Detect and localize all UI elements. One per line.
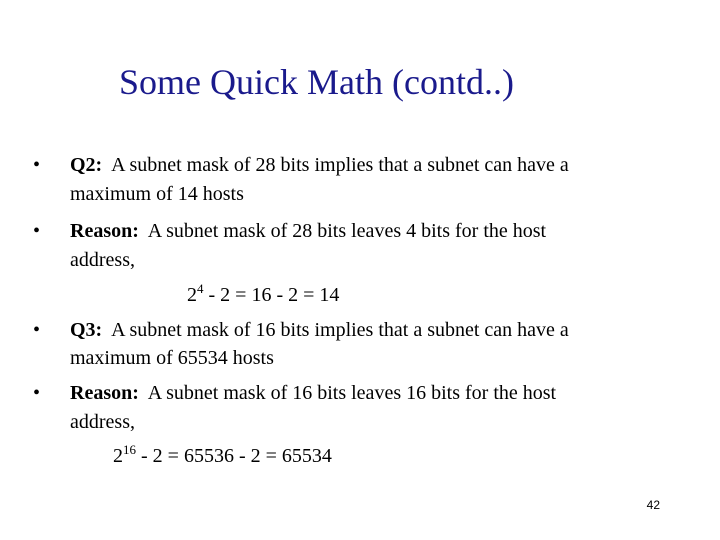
formula-rest: - 2 = 16 - 2 = 14: [203, 284, 340, 306]
bullet-reason1-text-1: A subnet mask of 28 bits leaves 4 bits for the host: [147, 220, 547, 242]
bullet-q2-line-1: [70, 153, 569, 177]
bullet-icon: •: [33, 220, 41, 242]
bullet-q3-label: Q3:: [70, 319, 103, 341]
bullet-q3-line-2: maximum of 65534 hosts: [70, 347, 274, 369]
bullet-icon: •: [33, 382, 41, 404]
bullet-reason1-label: Reason:: [70, 220, 139, 242]
formula-exponent: 4: [197, 281, 204, 296]
bullet-q2-line-2: maximum of 14 hosts: [70, 183, 244, 205]
bullet-reason1-line-2: address,: [70, 249, 135, 271]
bullet-reason2-line-1: [70, 381, 556, 405]
bullet-icon: •: [33, 154, 41, 176]
bullet-q3-text-1: A subnet mask of 16 bits implies that a subnet can have a: [111, 319, 569, 341]
bullet-reason2-line-2: address,: [70, 411, 135, 433]
formula-exponent: 16: [123, 442, 136, 457]
bullet-reason1-line-1: [70, 219, 546, 243]
bullet-q2-label: Q2:: [70, 154, 103, 176]
formula-rest: - 2 = 65536 - 2 = 65534: [136, 445, 332, 467]
formula-hosts-16: [113, 444, 332, 468]
bullet-reason2-text-1: A subnet mask of 16 bits leaves 16 bits for the host: [147, 382, 557, 404]
bullet-reason2-label: Reason:: [70, 382, 139, 404]
bullet-icon: •: [33, 319, 41, 341]
formula-base: 2: [113, 445, 123, 467]
formula-base: 2: [187, 284, 197, 306]
formula-hosts-28: [187, 283, 339, 307]
bullet-q2-text-1: A subnet mask of 28 bits implies that a subnet can have a: [111, 154, 569, 176]
bullet-q3-line-1: [70, 318, 569, 342]
page-number: 42: [646, 498, 660, 512]
slide-title: Some Quick Math (contd..): [119, 62, 514, 102]
